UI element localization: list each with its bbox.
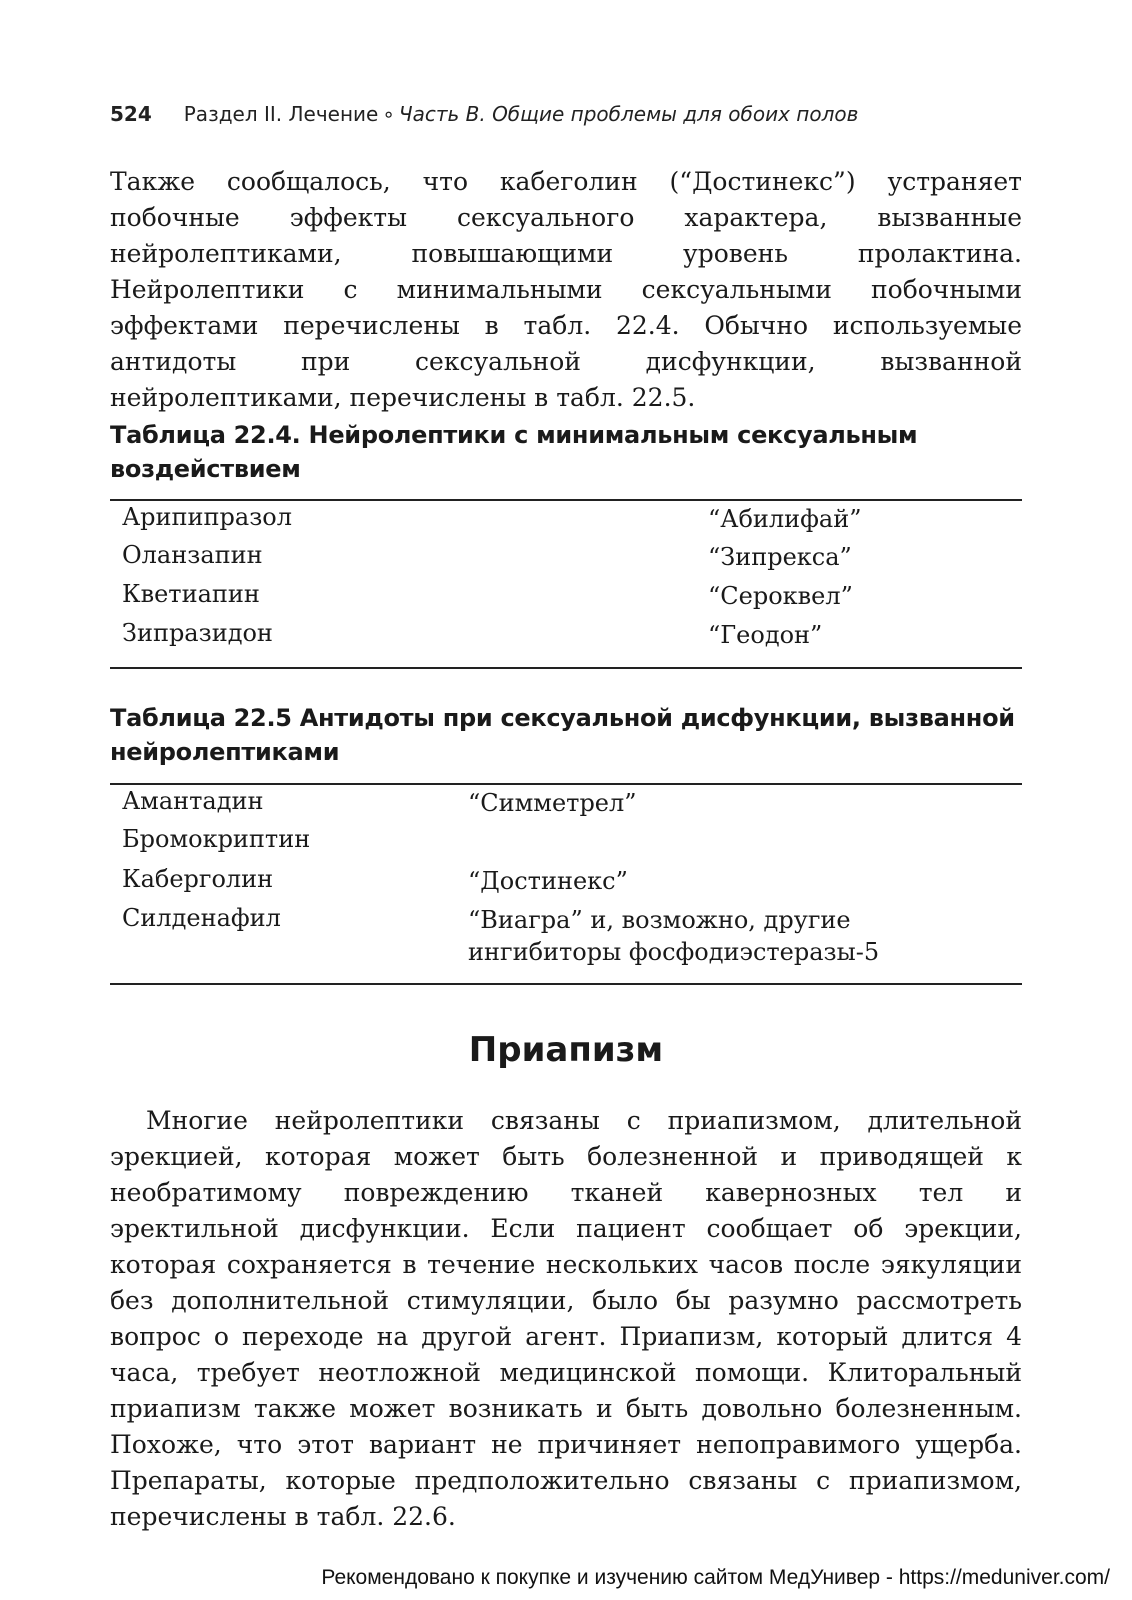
brand-name: “Зипрекса” bbox=[708, 543, 852, 571]
section-heading: Приапизм bbox=[468, 1030, 664, 1070]
brand-name: “Сероквел” bbox=[708, 582, 853, 610]
running-header bbox=[110, 102, 1022, 126]
table-22-4 bbox=[110, 499, 1022, 669]
brand-name: “Достинекс” bbox=[468, 867, 628, 895]
drug-name: Зипразидон bbox=[122, 619, 273, 647]
brand-name: “Абилифай” bbox=[708, 505, 862, 533]
drug-name: Амантадин bbox=[122, 787, 264, 815]
header-section: Раздел II. Лечение bbox=[183, 102, 379, 126]
drug-name: Каберголин bbox=[122, 865, 274, 893]
drug-name: Силденафил bbox=[122, 904, 281, 932]
body-paragraph-2: Многие нейролептики связаны с приапизмом, длительной эрекцией, которая может быть болезненной и приводящей к необратимому повреждению тканей кавернозных тел и эректильной дисфункции. Если пациент сообщает об эрекции, которая сохраняется в течение нескольких часов после эякуляции без дополнительной стимуляции, было бы разумно рассмотреть вопрос о переходе на другой агент. Приапизм, который длится 4 часа, требует неотложной медицинской помощи. Клиторальный приапизм также может возникать и быть довольно болезненным. Похоже, что этот вариант не причиняет непоправимого ущерба. Препараты, которые предположительно связаны с приапизмом, перечислены в табл. 22.6. bbox=[110, 1106, 1022, 1531]
header-separator-icon: ∘ bbox=[382, 102, 395, 126]
drug-name: Бромокриптин bbox=[122, 825, 311, 853]
drug-name: Арипипразол bbox=[122, 503, 292, 531]
page-number: 524 bbox=[110, 102, 152, 126]
table-22-4-caption: Таблица 22.4. Нейролептики с минимальным сексуальным воздействием bbox=[110, 421, 918, 483]
brand-name: “Симметрел” bbox=[468, 789, 637, 817]
drug-name: Оланзапин bbox=[122, 541, 263, 569]
header-part: Часть B. Общие проблемы для обоих полов bbox=[398, 102, 859, 126]
brand-name: “Виагра” и, возможно, другие ингибиторы фосфодиэстеразы-5 bbox=[468, 906, 880, 966]
table-22-5 bbox=[110, 783, 1022, 985]
drug-name: Кветиапин bbox=[122, 580, 260, 608]
table-22-5-caption: Таблица 22.5 Антидоты при сексуальной дисфункции, вызванной нейролептиками bbox=[110, 704, 1015, 766]
brand-name: “Геодон” bbox=[708, 621, 823, 649]
footer-note: Рекомендовано к покупке и изучению сайтом МедУнивер - https://meduniver.com/ bbox=[321, 1566, 1110, 1589]
body-paragraph-1: Также сообщалось, что кабеголин (“Достинекс”) устраняет побочные эффекты сексуального характера, вызванные нейролептиками, повышающими уровень пролактина. Нейролептики с минимальными сексуальными побочными эффектами перечислены в табл. 22.4. Обычно используемые антидоты при сексуальной дисфункции, вызванной нейролептиками, перечислены в табл. 22.5. bbox=[110, 167, 1022, 412]
